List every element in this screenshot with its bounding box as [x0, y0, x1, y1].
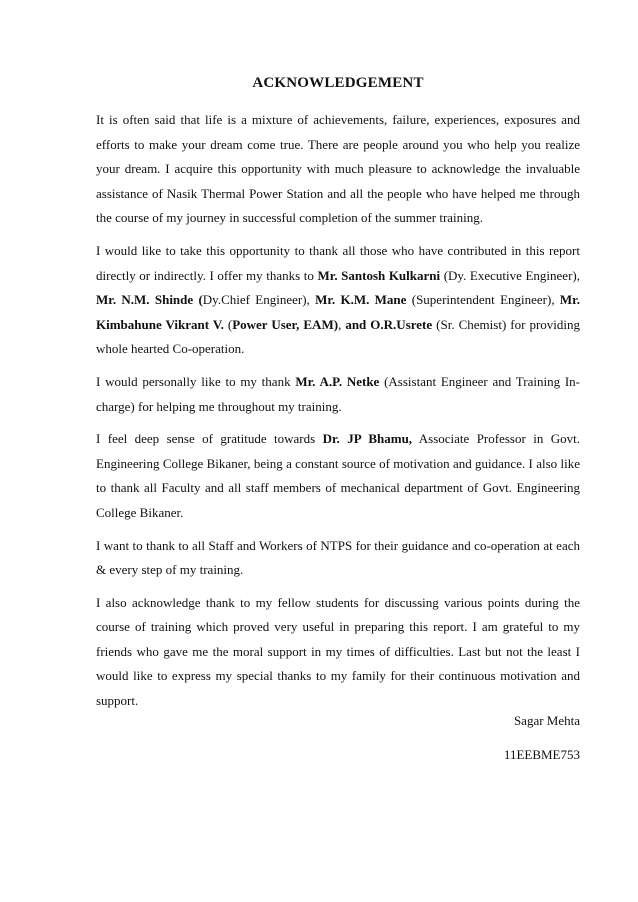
- text-run: I would personally like to my thank: [96, 373, 296, 389]
- bold-text: Mr. K.M. Mane: [315, 292, 407, 308]
- text-run: I would like to take this opportunity to thank all those who have contributed in this report directly or indirectly. I offer my thanks to: [96, 242, 580, 283]
- bold-text: Mr. A.P. Netke: [295, 373, 380, 389]
- text-run: It is often said that life is a mixture of achievements, failure, experiences, exposures and efforts to make your dream come true. There are people around you who help you realize your dream. I acquire this opportunity with much pleasure to acknowledge the invaluable assistance of Nasik Thermal Power Station and all the people who have helped me through the course of my journey in successful completion of the summer training.: [96, 112, 580, 226]
- text-run: ,: [338, 316, 346, 332]
- text-run: (Assistant Engineer and Training In-charge) for helping me throughout my training.: [96, 373, 580, 414]
- bold-text: Dr. JP Bhamu,: [322, 431, 413, 447]
- text-run: (Dy. Executive Engineer),: [440, 267, 580, 283]
- document-body: [96, 72, 580, 722]
- paragraph: [96, 108, 580, 231]
- paragraph: [96, 239, 580, 362]
- paragraph: [96, 591, 580, 714]
- page-title: ACKNOWLEDGEMENT: [252, 75, 424, 91]
- paragraphs-container: [96, 108, 580, 714]
- bold-text: Power User, EAM): [232, 316, 339, 332]
- bold-text: Mr. Kimbahune Vikrant V.: [96, 292, 580, 332]
- bold-text: Mr. N.M. Shinde (: [96, 292, 203, 308]
- signature-id: 11EEBME753: [503, 747, 580, 762]
- paragraph: [96, 370, 580, 419]
- paragraph: [96, 534, 580, 583]
- text-run: I want to thank to all Staff and Workers of NTPS for their guidance and co-operation at each & every step of my training.: [96, 537, 580, 578]
- text-run: I also acknowledge thank to my fellow students for discussing various points during the course of training which proved very useful in preparing this report. I am grateful to my friends who gave me the moral support in my times of difficulties. Last but not the least I would like to express my special thanks to my family for their continuous motivation and support.: [96, 594, 580, 709]
- bold-text: Mr. Santosh Kulkarni: [317, 267, 441, 283]
- text-run: Associate Professor in Govt. Engineering College Bikaner, being a constant source of motivation and guidance. I also like to thank all Faculty and all staff members of mechanical department of Govt. Engineering College Bikaner.: [96, 431, 580, 520]
- text-run: (Superintendent Engineer),: [406, 292, 560, 308]
- signature-name: Sagar Mehta: [513, 713, 580, 728]
- text-run: (Sr. Chemist) for providing whole hearted Co-operation.: [96, 316, 581, 357]
- bold-text: and O.R.Usrete: [345, 316, 433, 332]
- text-run: (: [223, 316, 233, 332]
- paragraph: [96, 427, 580, 525]
- text-run: I feel deep sense of gratitude towards: [96, 431, 323, 447]
- text-run: Dy.Chief Engineer),: [202, 292, 316, 308]
